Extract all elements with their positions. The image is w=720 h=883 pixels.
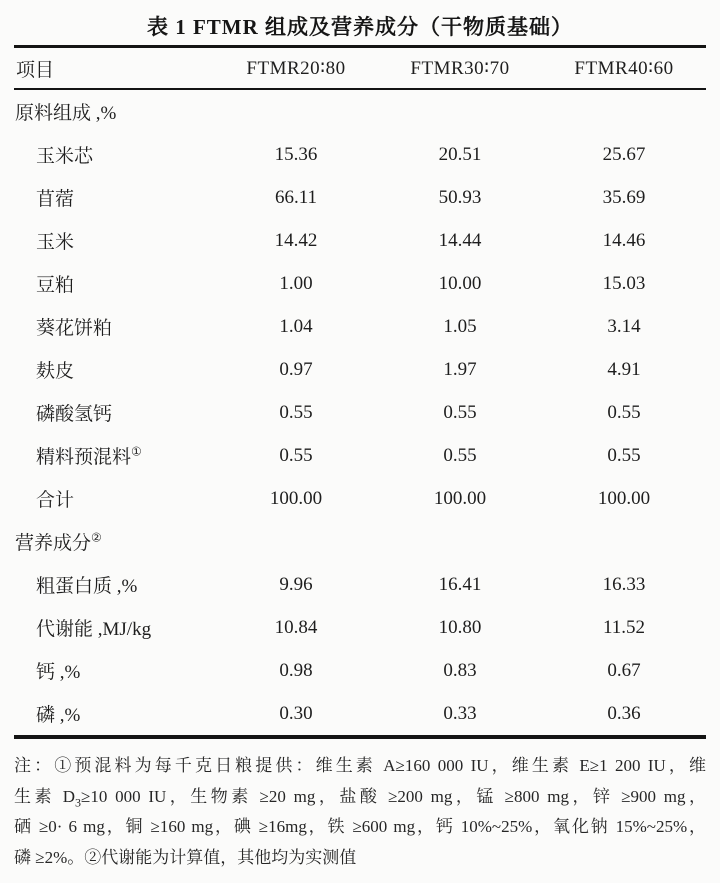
cell-value: 0.55 [443,401,477,423]
row-label: 玉米 [36,232,75,253]
cell-value: 15.36 [274,143,318,165]
table-row [14,434,706,477]
table-row [14,305,706,348]
cell-value: 4.91 [607,358,641,380]
footnote-line: 硒 ≥0· 6 mg，铜 ≥160 mg，碘 ≥16mg，铁 ≥600 mg，钙 10%~25%，氧化钠 15%~25%， [14,817,706,836]
cell-value: 0.67 [607,659,641,681]
cell-value: 0.55 [607,444,641,466]
cell-value: 0.55 [279,401,313,423]
table-title: 表 1 FTMR 组成及营养成分（干物质基础） [146,15,574,39]
section-header-row [14,90,706,133]
cell-value: 0.55 [443,444,477,466]
cell-value: 0.36 [607,702,641,724]
footnote-line: 磷 ≥2%。②代谢能为计算值，其他均为实测值 [14,847,357,867]
table-row [14,649,706,692]
column-header-item: 项目 [16,59,55,81]
section-header-superscript: ② [91,530,102,545]
cell-value: 15.03 [602,272,646,294]
cell-value: 100.00 [597,487,651,509]
cell-value: 14.44 [438,229,482,251]
column-header-ftmr30: FTMR30∶70 [410,57,510,79]
table-row [14,606,706,649]
footnote-line: 生素 $D_3\ge 10$ 000 IU，生物素 ≥20 mg，盐酸 ≥200 mg，锰 ≥800 mg，锌 ≥900 mg， [14,786,706,809]
cell-value: 25.67 [602,143,646,165]
cell-value: 0.97 [279,358,313,380]
table-row [14,348,706,391]
table-row [14,219,706,262]
cell-value: 0.30 [279,702,313,724]
cell-value: 0.55 [607,401,641,423]
table-bottom-rule [14,735,706,739]
table-header-row [14,48,706,88]
table-row [14,391,706,434]
table-row [14,262,706,305]
cell-value: 35.69 [602,186,646,208]
cell-value: 0.83 [443,659,477,681]
section-header-label: 营养成分② [15,530,102,554]
column-header-ftmr40: FTMR40∶60 [574,57,674,79]
column-header-ftmr20: FTMR20∶80 [246,57,346,79]
cell-value: 9.96 [279,573,313,595]
cell-value: 66.11 [274,186,318,208]
row-label: 玉米芯 [36,146,94,167]
row-label: 豆粕 [36,275,75,296]
cell-value: 100.00 [433,487,487,509]
cell-value: 1.00 [279,272,313,294]
section-header-row [14,520,706,563]
table-row [14,692,706,735]
table-row [14,133,706,176]
cell-value: 1.04 [279,315,313,337]
row-label: 葵花饼粕 [36,318,113,339]
cell-value: 11.52 [602,616,646,638]
cell-value: 10.80 [438,616,482,638]
cell-value: 1.05 [443,315,477,337]
cell-value: 20.51 [438,143,482,165]
section-header-label: 原料组成 ,% [15,103,117,124]
row-label: 磷 ,% [36,705,81,726]
row-label: 合计 [36,490,75,511]
cell-value: 14.42 [274,229,318,251]
table-row [14,477,706,520]
cell-value: 16.41 [438,573,482,595]
row-label: 精料预混料① [36,444,142,468]
row-label-superscript: ① [131,444,142,459]
cell-value: 16.33 [602,573,646,595]
row-label: 麸皮 [36,361,75,382]
cell-value: 0.98 [279,659,313,681]
cell-value: 50.93 [438,186,482,208]
footnote-line: 注：①预混料为每千克日粮提供：维生素 A≥160 000 IU，维生素 E≥1 200 IU，维 [14,756,706,775]
row-label: 磷酸氢钙 [36,404,113,425]
table-footnote [14,751,706,873]
table-row [14,563,706,606]
table-row [14,176,706,219]
table-body [14,90,706,735]
subscript: 3 [75,794,82,809]
cell-value: 3.14 [607,315,641,337]
row-label: 代谢能 ,MJ/kg [36,619,152,640]
row-label: 苜蓿 [36,189,75,210]
row-label: 粗蛋白质 ,% [36,576,138,597]
cell-value: 0.55 [279,444,313,466]
cell-value: 14.46 [602,229,646,251]
cell-value: 10.84 [274,616,318,638]
cell-value: 1.97 [443,358,477,380]
cell-value: 10.00 [438,272,482,294]
cell-value: 100.00 [269,487,323,509]
cell-value: 0.33 [443,702,477,724]
row-label: 钙 ,% [36,662,81,683]
